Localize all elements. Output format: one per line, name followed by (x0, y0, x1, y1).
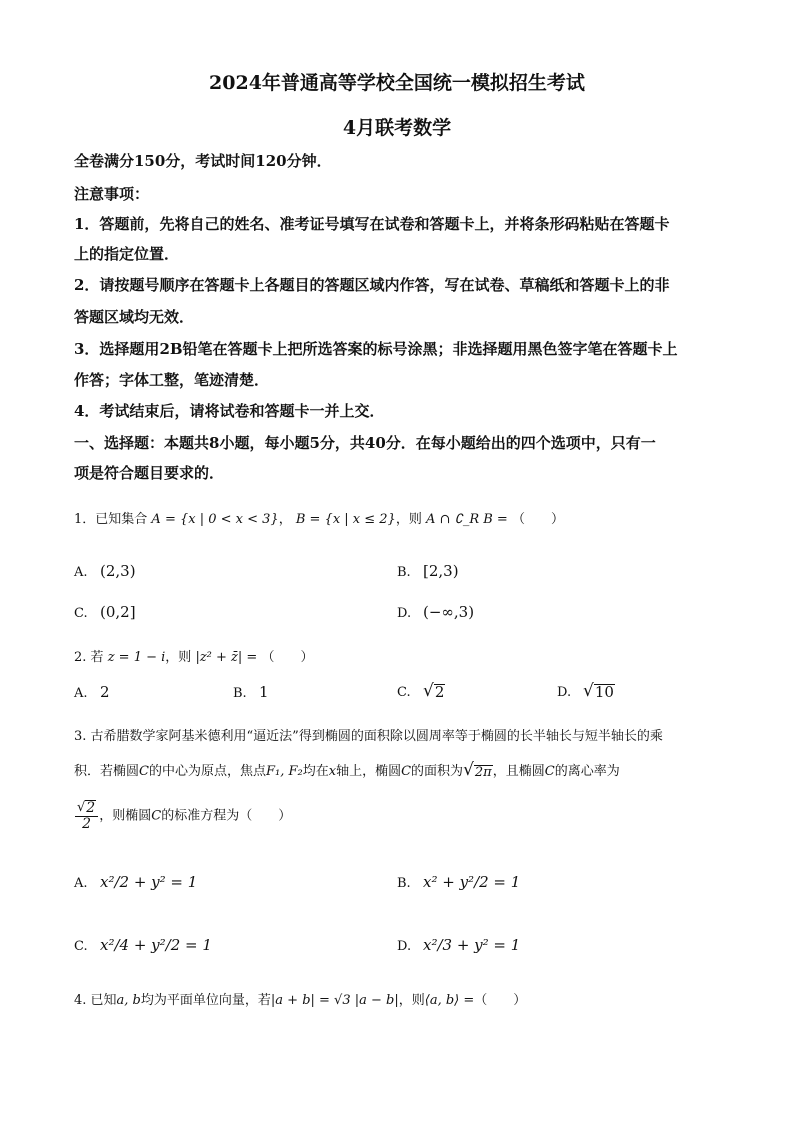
eccentricity-fraction: √ 2 2 (75, 800, 98, 832)
option-value: 2 (100, 683, 110, 701)
option-value: (−∞,3) (423, 603, 475, 621)
option-value: x²/4 + y²/2 = 1 (100, 936, 212, 954)
option-value: 1 (259, 683, 269, 701)
q2-ask: ，则 (165, 650, 192, 665)
question-4: 4. 已知a, b均为平面单位向量，若|a + b| = √3 |a − b|，则⟨a, b⟩ =（ ） (74, 993, 527, 1008)
q2-prefix: 2. 若 (74, 650, 104, 665)
option-label: C. (74, 606, 88, 621)
option-label: B. (233, 686, 247, 701)
notice-4: 4．考试结束后，请将试卷和答题卡一并上交． (74, 402, 385, 420)
sqrt-expression: √ 10 (583, 681, 614, 702)
option-value: x² + y²/2 = 1 (423, 873, 521, 891)
option-label: B. (397, 565, 411, 580)
q1-prefix: 1．已知集合 (74, 512, 148, 527)
option-label: C. (397, 685, 411, 700)
q2-option-b[interactable] (233, 683, 269, 701)
q1-sep: ， (278, 512, 292, 527)
q3-option-d[interactable] (397, 936, 520, 954)
q1-expr: A ∩ ∁_R B = (426, 512, 508, 527)
q2-option-d[interactable] (557, 681, 615, 701)
option-value: (0,2] (100, 603, 136, 621)
q4-blank: （ ） (474, 993, 527, 1008)
option-label: B. (397, 876, 411, 891)
notice-1a: 1．答题前，先将自己的姓名、准考证号填写在试卷和答题卡上，并将条形码粘贴在答题卡 (74, 215, 670, 233)
q1-blank: （ ） (511, 512, 564, 527)
notice-title: 注意事项： (74, 185, 150, 203)
q3-option-a[interactable] (74, 873, 197, 891)
option-label: D. (397, 939, 412, 954)
q4-condition: |a + b| = √3 |a − b| (270, 993, 399, 1008)
q2-option-c[interactable] (397, 681, 445, 701)
question-2 (74, 646, 313, 665)
question-1 (74, 508, 564, 527)
q1-ask: ，则 (395, 512, 422, 527)
ellipse-c: C (139, 764, 149, 779)
q3-line-1: 3. 古希腊数学家阿基米德利用“逼近法”得到椭圆的面积除以圆周率等于椭圆的长半轴长与短半轴长的乘 (74, 729, 663, 744)
option-value: x²/2 + y² = 1 (100, 873, 198, 891)
option-value: (2,3) (100, 562, 136, 580)
x-var: x (328, 764, 337, 779)
q3-line-3: √ 2 2 ，则椭圆C的标准方程为（ ） (77, 800, 292, 832)
option-label: C. (74, 939, 88, 954)
option-value: 10 (594, 683, 614, 702)
exam-title: 2024年普通高等学校全国统一模拟招生考试 (209, 72, 585, 94)
notice-1b: 上的指定位置． (74, 245, 180, 263)
option-label: A. (74, 565, 88, 580)
option-value: 2 (434, 683, 445, 702)
q3-option-c[interactable] (74, 936, 212, 954)
exam-subtitle: 4月联考数学 (342, 117, 452, 139)
q1-option-d[interactable] (397, 603, 474, 621)
notice-2b: 答题区域均无效． (74, 308, 195, 326)
option-label: D. (397, 606, 412, 621)
q1-option-a[interactable] (74, 562, 136, 580)
option-label: A. (74, 876, 88, 891)
q2-blank: （ ） (261, 650, 314, 665)
foci: F₁, F₂ (265, 764, 303, 779)
q1-set-a: A = {x | 0 < x < 3} (151, 512, 279, 527)
section1-heading-b: 项是符合题目要求的． (74, 464, 225, 482)
option-label: A. (74, 686, 88, 701)
q3-option-b[interactable] (397, 873, 520, 891)
option-value: [2,3) (423, 562, 459, 580)
q4-expr: ⟨a, b⟩ = (424, 993, 475, 1008)
notice-3b: 作答；字体工整，笔迹清楚． (74, 371, 270, 389)
q2-given: z = 1 − i (107, 650, 166, 665)
notice-3a: 3．选择题用2B铅笔在答题卡上把所选答案的标号涂黑；非选择题用黑色签字笔在答题卡上 (74, 340, 678, 358)
option-label: D. (557, 685, 572, 700)
score-time-text: 全卷满分150分，考试时间120分钟． (74, 152, 332, 170)
q2-expr: |z² + z̄| = (195, 650, 258, 665)
section1-heading-a: 一、选择题：本题共8小题，每小题5分，共40分．在每小题给出的四个选项中，只有一 (74, 434, 656, 452)
sqrt-expression: √ 2 (423, 681, 445, 702)
notice-2a: 2．请按题号顺序在答题卡上各题目的答题区域内作答，写在试卷、草稿纸和答题卡上的非 (74, 276, 670, 294)
q1-option-c[interactable] (74, 603, 136, 621)
area-value: √ 2π (463, 760, 492, 781)
option-value: x²/3 + y² = 1 (423, 936, 521, 954)
q3-line-2: 积．若椭圆C的中心为原点，焦点F₁, F₂均在x轴上，椭圆C的面积为 √ 2π ，且椭圆C的离心率为 (74, 760, 620, 781)
q1-set-b: B = {x | x ≤ 2} (295, 512, 396, 527)
q2-option-a[interactable] (74, 683, 110, 701)
q4-vectors: a, b (116, 993, 141, 1008)
q1-option-b[interactable] (397, 562, 459, 580)
